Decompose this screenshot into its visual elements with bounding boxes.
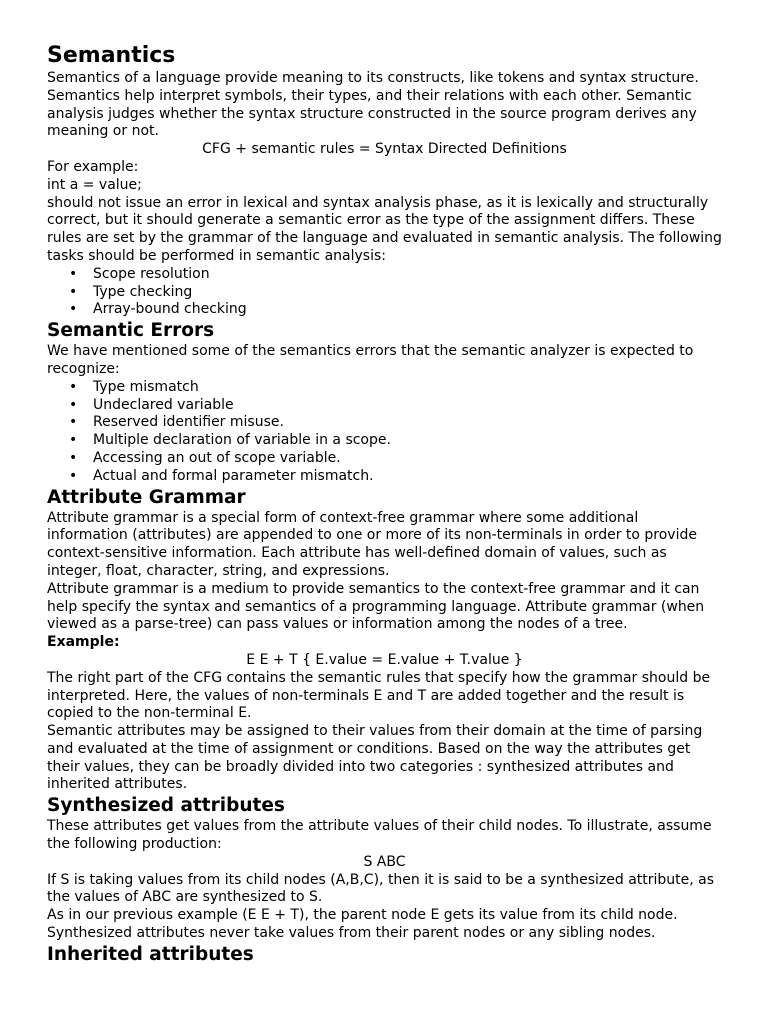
list-item: • Type checking (93, 284, 722, 302)
list-item: • Undeclared variable (93, 397, 722, 415)
section-heading-inherited-attributes: Inherited attributes (47, 943, 254, 965)
section-heading-synthesized-attributes: Synthesized attributes (47, 795, 285, 817)
list-item: • Multiple declaration of variable in a scope. (93, 432, 722, 450)
list-item: • Accessing an out of scope variable. (93, 450, 722, 468)
synthesized-paragraph-1: These attributes get values from the attribute values of their child nodes. To illustrate, assume the following production: (47, 818, 712, 853)
attribute-grammar-paragraph-3: The right part of the CFG contains the semantic rules that specify how the grammar should be interpreted. Here, the values of non-terminals E and T are added together and the result is copied to the non-terminal E. (47, 669, 711, 722)
list-item: • Reserved identifier misuse. (93, 414, 722, 432)
page-title: Semantics (47, 43, 176, 68)
formula-production: E E + T { E.value = E.value + T.value } (246, 651, 523, 668)
formula-s-abc: S ABC (363, 853, 406, 870)
synthesized-paragraph-3: As in our previous example (E E + T), the parent node E gets its value from its child node. Synthesized attributes never take values from their parent nodes or any sibling nodes. (47, 907, 678, 942)
intro-paragraph: Semantics of a language provide meaning to its constructs, like tokens and syntax structure. Semantics help interpret symbols, their types, and their relations with each other. Semantic analysis judges whether the syntax structure constructed in the source program derives any meaning or not. (47, 70, 699, 140)
explanation-paragraph: should not issue an error in lexical and syntax analysis phase, as it is lexically and structurally correct, but it should generate a semantic error as the type of the assignment differs. These rules are set by the grammar of the language and evaluated in semantic analysis. The following tasks should be performed in semantic analysis: (47, 194, 722, 264)
list-item: • Scope resolution (93, 266, 722, 284)
attribute-grammar-paragraph-2: Attribute grammar is a medium to provide semantics to the context-free grammar and it can help specify the syntax and semantics of a programming language. Attribute grammar (when viewed as a parse-tree) can pass values or information among the nodes of a tree. (47, 580, 705, 633)
section-heading-attribute-grammar: Attribute Grammar (47, 486, 246, 508)
formula-cfg: CFG + semantic rules = Syntax Directed Definitions (202, 141, 567, 158)
code-line: int a = value; (47, 176, 142, 193)
example-label: Example: (47, 634, 120, 651)
errors-intro: We have mentioned some of the semantics errors that the semantic analyzer is expected to recognize: (47, 343, 694, 377)
errors-list (47, 379, 722, 486)
example-intro: For example: (47, 158, 139, 175)
section-heading-semantic-errors: Semantic Errors (47, 320, 215, 342)
tasks-list (47, 266, 722, 319)
list-item: • Actual and formal parameter mismatch. (93, 468, 722, 486)
attribute-grammar-paragraph-4: Semantic attributes may be assigned to their values from their domain at the time of parsing and evaluated at the time of assignment or conditions. Based on the way the attributes get their values, they can be broadly divided into two categories : synthesized attributes and inherited attributes. (47, 723, 703, 793)
list-item: • Type mismatch (93, 379, 722, 397)
synthesized-paragraph-2: If S is taking values from its child nodes (A,B,C), then it is said to be a synthesized attribute, as the values of ABC are synthesized to S. (47, 871, 715, 906)
attribute-grammar-paragraph-1: Attribute grammar is a special form of context-free grammar where some additional information (attributes) are appended to one or more of its non-terminals in order to provide context-sensitive information. Each attribute has well-defined domain of values, such as integer, float, character, string, and expressions. (47, 509, 697, 579)
list-item: • Array-bound checking (93, 301, 722, 319)
